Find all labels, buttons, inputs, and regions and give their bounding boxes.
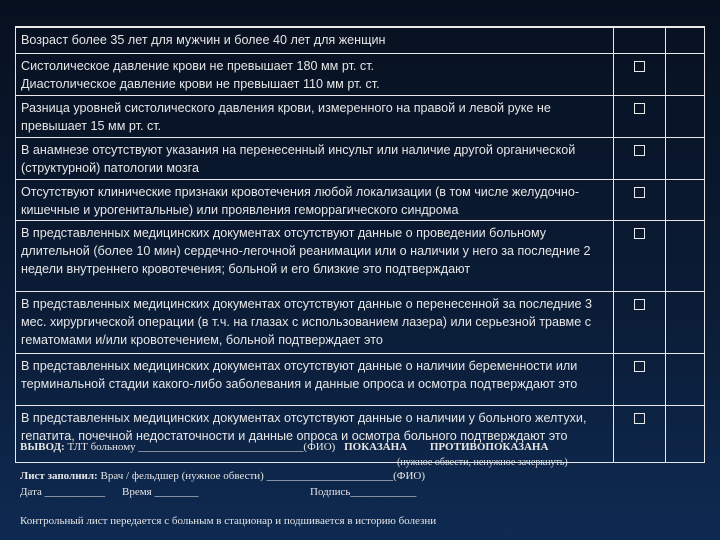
- contraindicated-option[interactable]: ПРОТИВОПОКАЗАНА: [429, 441, 549, 453]
- table-row: [16, 95, 704, 137]
- table-row: [16, 220, 704, 291]
- checkbox[interactable]: [634, 299, 645, 310]
- table-row: [16, 291, 704, 353]
- criterion-text: В представленных медицинских документах отсутствуют данные о перенесенной за последние 3 мес. хирургической операции (в т.ч. на глазах с использованием лазера) или серьезной травме с гематомами и/или кровотечением, больной подтверждает это: [21, 297, 593, 347]
- table-row: [16, 53, 704, 95]
- table-row: [16, 179, 704, 220]
- table-row: [16, 353, 704, 405]
- indicated-option[interactable]: ПОКАЗАНА: [344, 441, 408, 453]
- criterion-text: Разница уровней систолического давления крови, измеренного на правой и левой руке не превышает 15 мм рт. ст.: [21, 101, 551, 133]
- table-row: [16, 137, 704, 179]
- filled-by: [20, 470, 425, 482]
- checkbox[interactable]: [634, 61, 645, 72]
- table-row: [16, 405, 704, 464]
- checkbox[interactable]: [634, 145, 645, 156]
- filled-text: Врач / фельдшер (нужное обвести) _______________________(ФИО): [100, 470, 426, 482]
- checkbox[interactable]: [634, 413, 645, 424]
- criterion-text: Систолическое давление крови не превышает 180 мм рт. ст. Диастолическое давление крови не превышает 110 мм рт. ст.: [21, 59, 380, 91]
- filled-label: Лист заполнил:: [20, 470, 98, 482]
- conclusion: [20, 441, 548, 453]
- checkbox[interactable]: [634, 228, 645, 239]
- criterion-text: В анамнезе отсутствуют указания на перенесенный инсульт или наличие другой органической (структурной) патологии мозга: [21, 143, 576, 175]
- criterion-text: В представленных медицинских документах отсутствуют данные о наличии беременности или терминальной стадии какого-либо заболевания и данные опроса и осмотра подтверждают это: [21, 359, 578, 391]
- date-line: Дата ___________: [20, 486, 106, 498]
- checkbox[interactable]: [634, 187, 645, 198]
- checkbox[interactable]: [634, 361, 645, 372]
- conclusion-note: (нужное обвести, ненужное зачеркнуть): [397, 457, 568, 468]
- conclusion-text: ТЛТ больному ______________________________(ФИО): [67, 441, 336, 453]
- time-line: Время ________: [122, 486, 199, 498]
- criterion-text: В представленных медицинских документах отсутствуют данные о проведении больному длительной (более 10 мин) сердечно-легочной реанимации или о наличии у него за последние 2 недели внутреннего кровотечения; больной и его близкие это подтверждают: [21, 226, 591, 276]
- footer-note: Контрольный лист передается с больным в стационар и подшивается в историю болезни: [20, 515, 437, 527]
- criterion-text: Возраст более 35 лет для мужчин и более 40 лет для женщин: [21, 33, 386, 47]
- signature-line: Подпись____________: [310, 486, 417, 498]
- conclusion-label: ВЫВОД:: [20, 441, 65, 453]
- criterion-text: Отсутствуют клинические признаки кровотечения любой локализации (в том числе желудочно-кишечные и урогенитальные) или проявления геморрагического синдрома: [21, 185, 580, 217]
- checkbox[interactable]: [634, 103, 645, 114]
- criterion-text: В представленных медицинских документах отсутствуют данные о наличии у больного желтухи, гепатита, почечной недостаточности и данные опроса и осмотра больного подтверждают это: [21, 411, 587, 443]
- checklist-table: [15, 26, 705, 463]
- table-row: [16, 27, 704, 53]
